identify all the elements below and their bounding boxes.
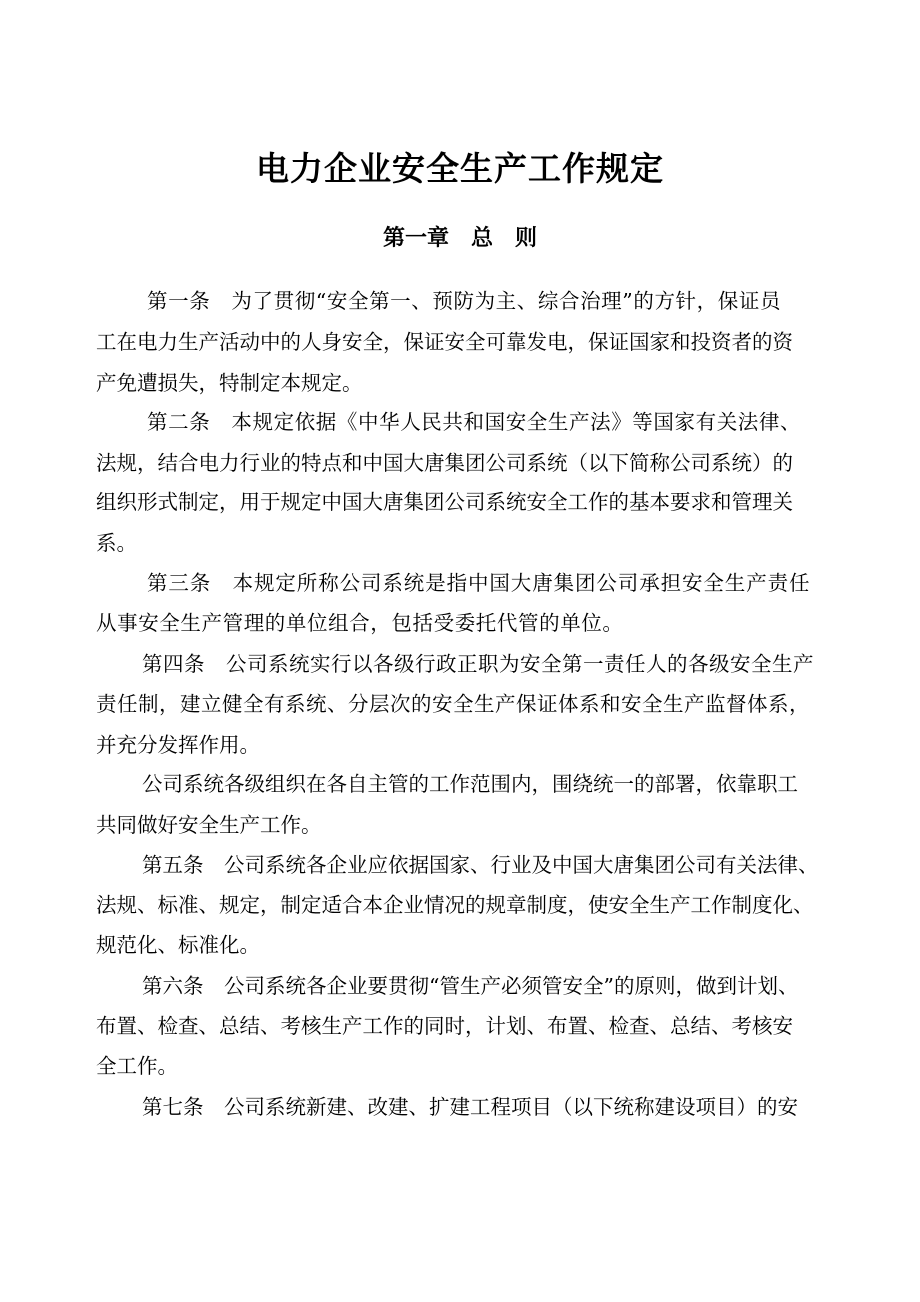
text-line: 系。	[96, 531, 137, 555]
text-line: 第六条 公司系统各企业要贯彻“管生产必须管安全”的原则，做到计划、	[142, 974, 799, 998]
text-line: 工在电力生产活动中的人身安全，保证安全可靠发电，保证国家和投资者的资	[96, 330, 793, 354]
document-title: 电力企业安全生产工作规定	[256, 149, 664, 188]
text-line: 第一条 为了贯彻“安全第一、预防为主、综合治理”的方针，保证员	[147, 289, 782, 313]
text-line: 公司系统各级组织在各自主管的工作范围内，围绕统一的部署，依靠职工	[142, 772, 798, 796]
text-line: 责任制，建立健全有系统、分层次的安全生产保证体系和安全生产监督体系，	[96, 692, 810, 716]
text-line: 组织形式制定，用于规定中国大唐集团公司系统安全工作的基本要求和管理关	[96, 490, 793, 514]
text-line: 第三条 本规定所称公司系统是指中国大唐集团公司承担安全生产责任	[147, 571, 811, 595]
text-line: 第四条 公司系统实行以各级行政正职为安全第一责任人的各级安全生产	[142, 652, 814, 676]
text-line: 第五条 公司系统各企业应依据国家、行业及中国大唐集团公司有关法律、	[142, 853, 819, 877]
text-line: 第二条 本规定依据《中华人民共和国安全生产法》等国家有关法律、	[147, 410, 802, 434]
text-line: 规范化、标准化。	[96, 933, 260, 957]
chapter-heading: 第一章 总 则	[382, 226, 537, 251]
text-line: 共同做好安全生产工作。	[96, 813, 322, 837]
text-line: 第七条 公司系统新建、改建、扩建工程项目（以下统称建设项目）的安	[142, 1095, 798, 1119]
text-line: 全工作。	[96, 1054, 178, 1078]
text-line: 法规，结合电力行业的特点和中国大唐集团公司系统（以下简称公司系统）的	[96, 451, 793, 475]
text-line: 从事安全生产管理的单位组合，包括受委托代管的单位。	[96, 611, 624, 635]
text-line: 产免遭损失，特制定本规定。	[96, 371, 363, 395]
text-line: 布置、检查、总结、考核生产工作的同时，计划、布置、检查、总结、考核安	[96, 1014, 793, 1038]
text-line: 法规、标准、规定，制定适合本企业情况的规章制度，使安全生产工作制度化、	[96, 893, 814, 917]
text-line: 并充分发挥作用。	[96, 733, 260, 757]
